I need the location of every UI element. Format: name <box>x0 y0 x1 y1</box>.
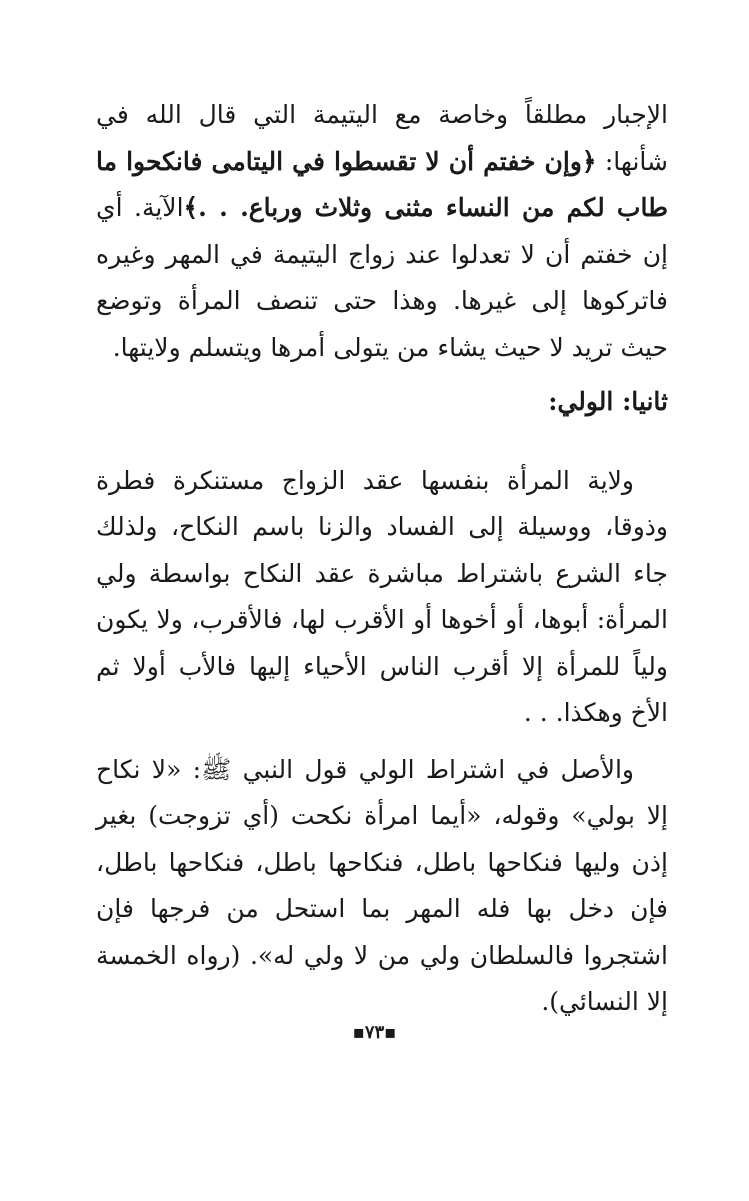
quran-open-bracket: ﴿ <box>581 146 597 176</box>
paragraph-3: والأصل في اشتراط الولي قول النبي ﷺ: «لا نكاح إلا بولي» وقوله، «أيما امرأة نكحت (أي تزوجت) بغير إذن وليها فنكاحها باطل، فنكاحها باطل، فنكاحها باطل، فإن دخل بها فله المهر بما استحل من فرجها فإن اشتجروا فالسلطان ولي من لا ولي له». (رواه الخمسة إلا النسائي). <box>96 754 668 1016</box>
spacer <box>96 426 668 458</box>
paragraph-2: ولاية المرأة بنفسها عقد الزواج مستنكرة فطرة وذوقا، ووسيلة إلى الفساد والزنا باسم النكاح، ولذلك جاء الشرع باشتراط مباشرة عقد النكاح بواسطة ولي المرأة: أبوها، أو أخوها أو الأقرب لها، فالأقرب، ولا يكون ولياً للمرأة إلا أقرب الناس الأحياء إليها فالأب أولا ثم الأخ وهكذا. . . <box>96 465 668 727</box>
spacer <box>96 737 668 747</box>
page-body <box>96 92 668 1026</box>
paragraph-1-tail: الآية. أي إن خفتم أن لا تعدلوا عند زواج اليتيمة في المهر وغيره فاتركوها إلى غيرها. وهذا حتى تنصف المرأة وتوضع حيث تريد لا حيث يشاء من يتولى أمرها ويتسلم ولايتها. <box>96 193 668 362</box>
section-heading: ثانيا: الولي: <box>548 387 668 416</box>
quran-close-bracket: ﴾ <box>183 193 199 222</box>
page-number: ▪٧٣▪ <box>352 1022 397 1043</box>
paragraph-1-lead: الإجبار مطلقاً وخاصة مع اليتيمة التي قال الله في شأنها: <box>96 100 668 176</box>
paragraph-1 <box>96 92 668 371</box>
quran-verse: وإن خفتم أن لا تقسطوا في اليتامى فانكحوا ما طاب لكم من النساء مثنى وثلاث ورباع. . . <box>96 146 668 222</box>
